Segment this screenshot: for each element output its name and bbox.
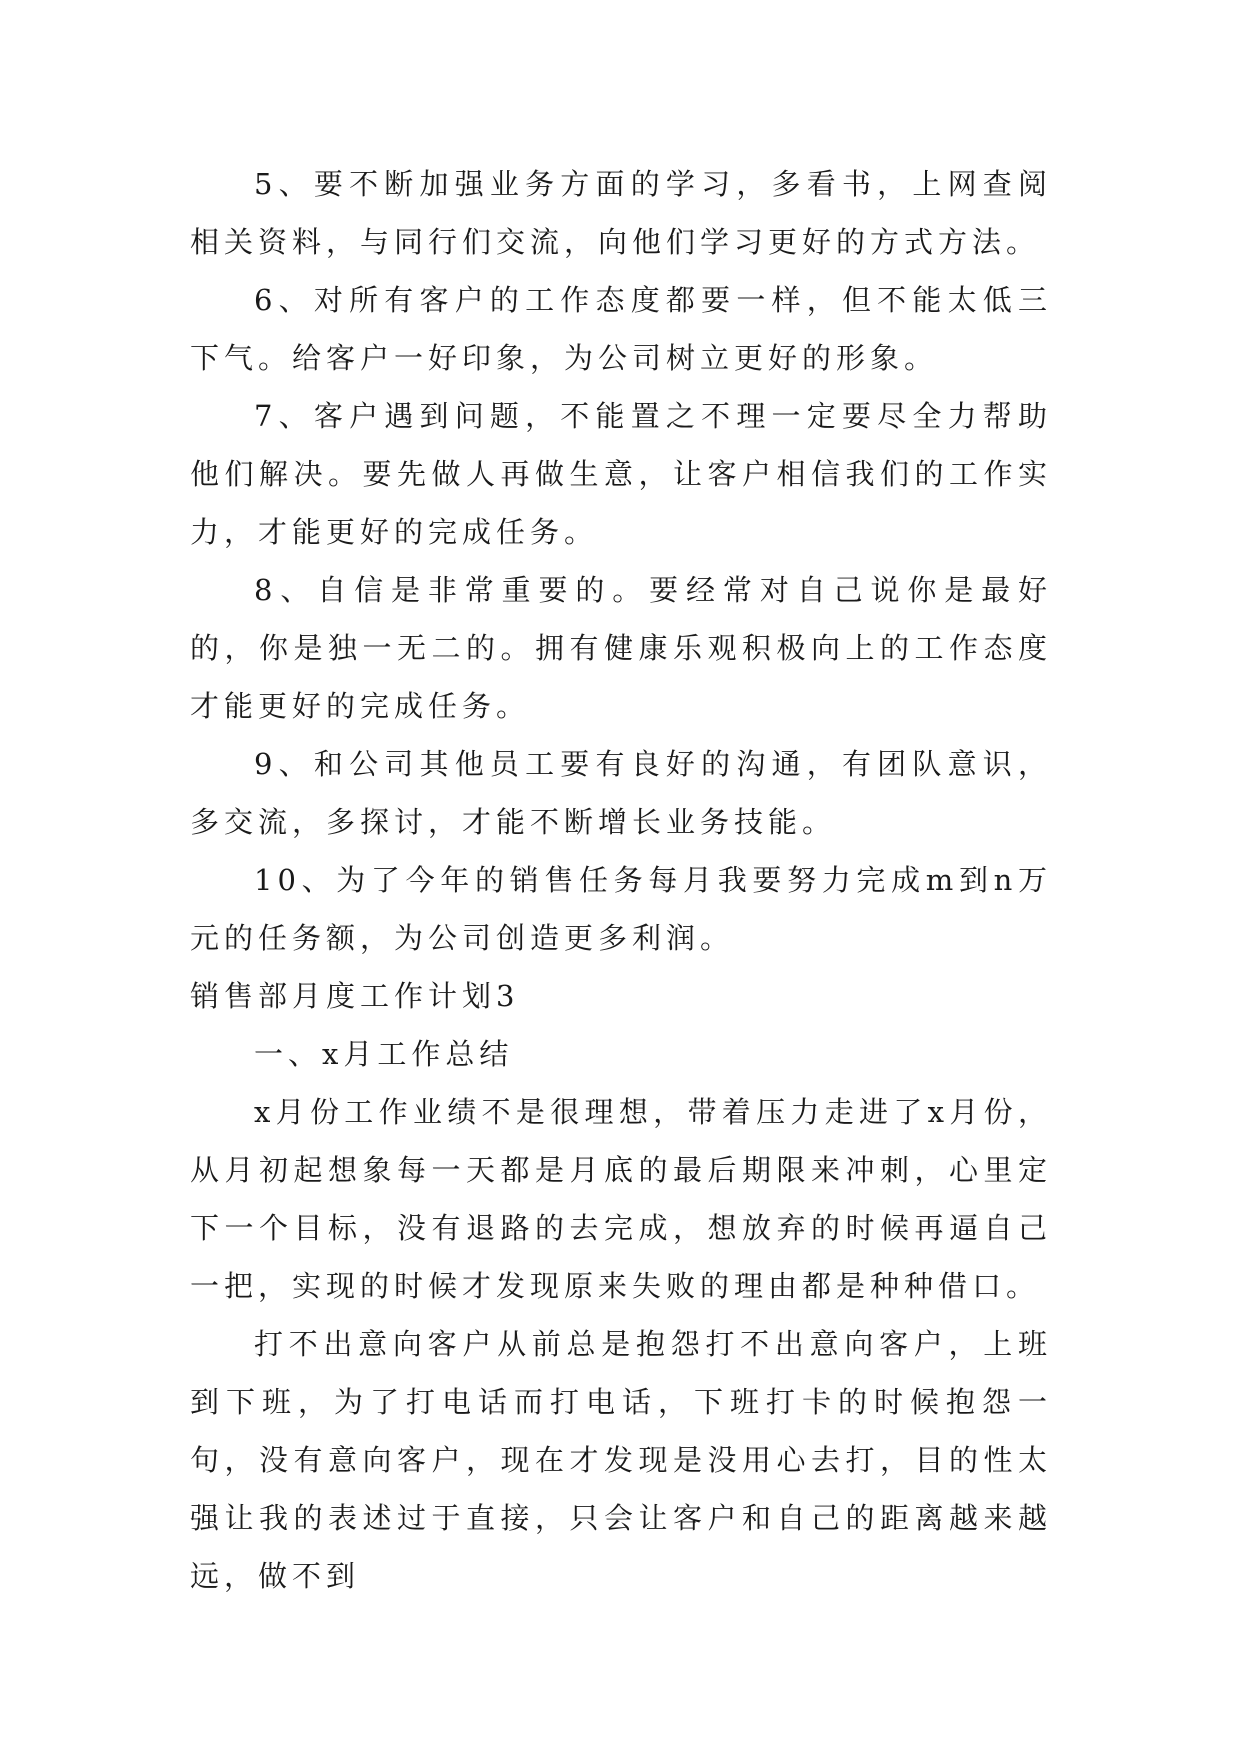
paragraph-item-8: 8、自信是非常重要的。要经常对自己说你是最好的，你是独一无二的。拥有健康乐观积极向上的工作态度才能更好的完成任务。	[190, 573, 1052, 723]
paragraph-item-10: 10、为了今年的销售任务每月我要努力完成m到n万元的任务额，为公司创造更多利润。	[190, 863, 1052, 955]
paragraph-item-9: 9、和公司其他员工要有良好的沟通，有团队意识，多交流，多探讨，才能不断增长业务技能。	[190, 747, 1052, 839]
paragraph-item-6: 6、对所有客户的工作态度都要一样，但不能太低三下气。给客户一好印象，为公司树立更好的形象。	[190, 283, 1052, 375]
section-heading: 销售部月度工作计划3	[190, 979, 520, 1013]
customer-paragraph: 打不出意向客户从前总是抱怨打不出意向客户，上班到下班，为了打电话而打电话，下班打卡的时候抱怨一句，没有意向客户，现在才发现是没用心去打，目的性太强让我的表述过于直接，只会让客户和自己的距离越来越远，做不到	[190, 1327, 1052, 1593]
paragraph-item-7: 7、客户遇到问题，不能置之不理一定要尽全力帮助他们解决。要先做人再做生意，让客户相信我们的工作实力，才能更好的完成任务。	[190, 399, 1052, 549]
subsection-heading: 一、x月工作总结	[254, 1037, 514, 1071]
document-page	[190, 155, 1052, 1605]
summary-paragraph: x月份工作业绩不是很理想，带着压力走进了x月份，从月初起想象每一天都是月底的最后期限来冲刺，心里定下一个目标，没有退路的去完成，想放弃的时候再逼自己一把，实现的时候才发现原来失败的理由都是种种借口。	[190, 1095, 1052, 1303]
paragraph-item-5: 5、要不断加强业务方面的学习，多看书，上网查阅相关资料，与同行们交流，向他们学习更好的方式方法。	[190, 167, 1052, 259]
